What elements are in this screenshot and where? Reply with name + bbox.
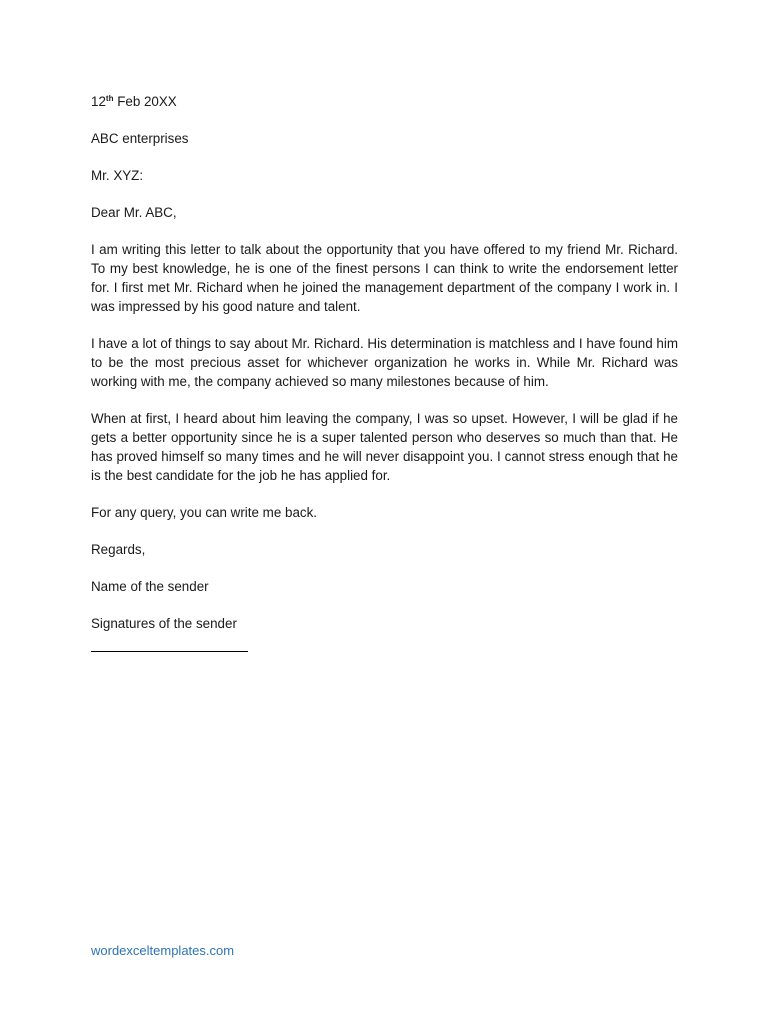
date-month-year: Feb 20XX (113, 94, 177, 109)
footer-website-link[interactable]: wordexceltemplates.com (91, 943, 235, 958)
letter-date (91, 92, 678, 111)
date-suffix: th (105, 94, 114, 103)
closing: Regards, (91, 542, 146, 557)
body-paragraph-1: I am writing this letter to talk about the opportunity that you have offered to my friend Mr. Richard. To my best knowledge, he is one of the finest persons I can think to write the endorsement letter for. I first met Mr. Richard when he joined the management department of the company I work in. I was impressed by his good nature and talent. (91, 242, 678, 314)
signature-line (91, 651, 248, 652)
letter-body (91, 92, 678, 652)
sender-signature-label: Signatures of the sender (91, 616, 237, 631)
date-day: 12 (91, 94, 106, 109)
sender-name: Name of the sender (91, 579, 209, 594)
body-paragraph-3: When at first, I heard about him leaving the company, I was so upset. However, I will be glad if he gets a better opportunity since he is a super talented person who deserves so much than that. He has proved himself so many times and he will never disappoint you. I cannot stress enough that he is the best candidate for the job he has applied for. (91, 411, 678, 483)
company-name: ABC enterprises (91, 131, 189, 146)
body-paragraph-4: For any query, you can write me back. (91, 505, 317, 520)
body-paragraph-2: I have a lot of things to say about Mr. Richard. His determination is matchless and I have found him to be the most precious asset for whichever organization he works in. While Mr. Richard was working with me, the company achieved so many milestones because of him. (91, 336, 678, 389)
salutation: Dear Mr. ABC, (91, 205, 177, 220)
recipient-name: Mr. XYZ: (91, 168, 144, 183)
